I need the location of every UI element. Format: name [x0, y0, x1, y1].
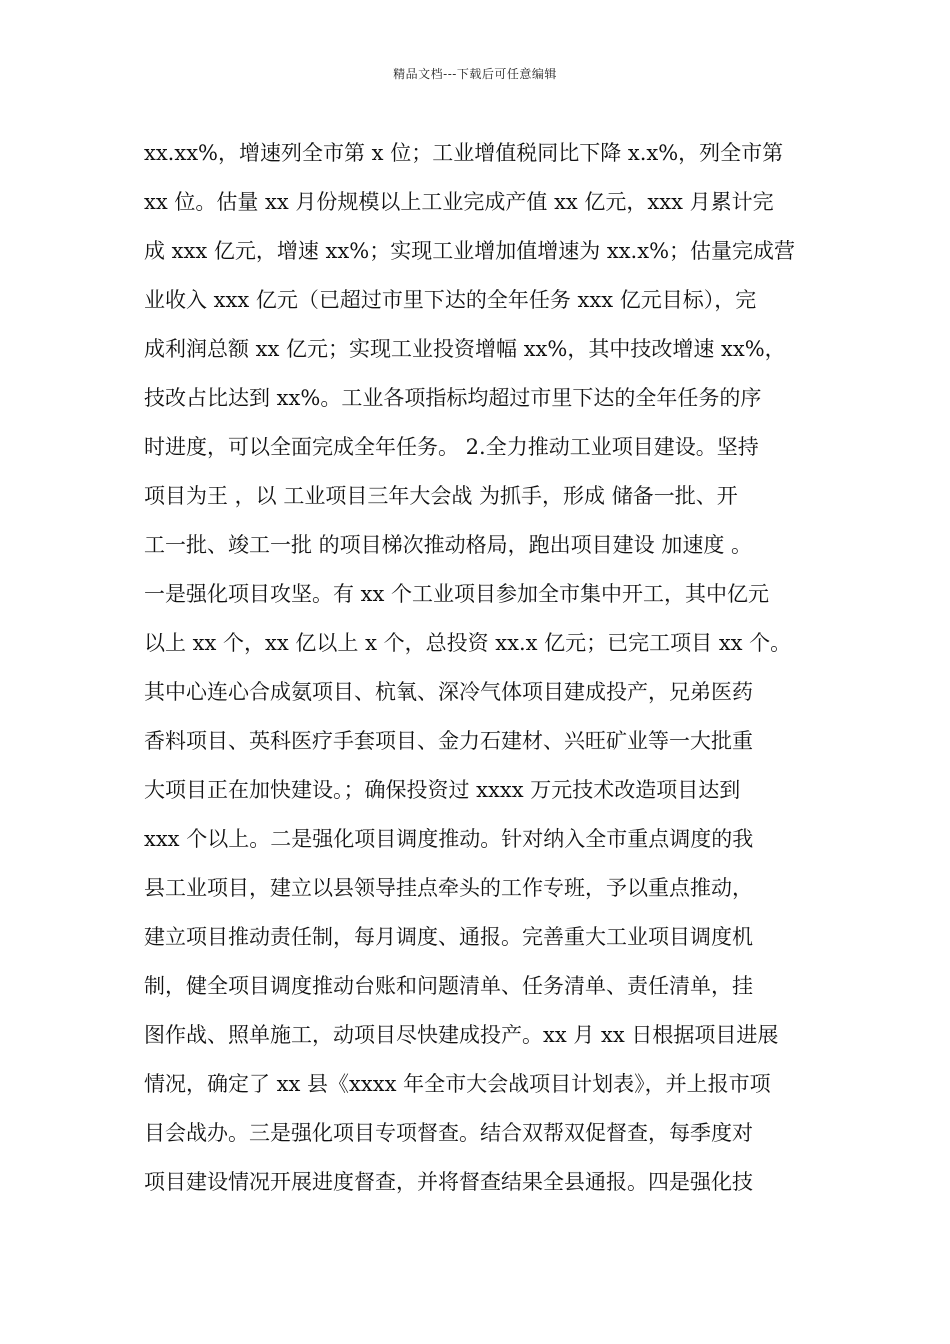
- text-line: 项目为王 ，以 工业项目三年大会战 为抓手，形成 储备一批、开: [144, 484, 738, 508]
- text-line: 以上 xx 个，xx 亿以上 x 个，总投资 xx.x 亿元；已完工项目 xx 个。: [144, 631, 792, 655]
- text-line: 情况，确定了 xx 县《xxxx 年全市大会战项目计划表》，并上报市项: [144, 1072, 771, 1096]
- text-line: 县工业项目，建立以县领导挂点牵头的工作专班，予以重点推动，: [144, 876, 753, 900]
- text-line: 技改占比达到 xx%。工业各项指标均超过市里下达的全年任务的序: [144, 386, 762, 410]
- text-line: xx.xx%，增速列全市第 x 位；工业增值税同比下降 x.x%，列全市第: [144, 141, 784, 165]
- text-line: 其中心连心合成氨项目、杭氧、深冷气体项目建成投产，兄弟医药: [144, 680, 753, 704]
- text-line: 大项目正在加快建设。；确保投资过 xxxx 万元技术改造项目达到: [144, 778, 741, 802]
- text-line: 成 xxx 亿元，增速 xx%；实现工业增加值增速为 xx.x%；估量完成营: [144, 239, 796, 263]
- text-line: 制，健全项目调度推动台账和问题清单、任务清单、责任清单，挂: [144, 974, 753, 998]
- text-line: 工一批、竣工一批 的项目梯次推动格局，跑出项目建设 加速度 。: [144, 533, 753, 557]
- text-line: 时进度，可以全面完成全年任务。 2.全力推动工业项目建设。坚持: [144, 435, 759, 459]
- text-line: 一是强化项目攻坚。有 xx 个工业项目参加全市集中开工，其中亿元: [144, 582, 770, 606]
- text-line: 建立项目推动责任制，每月调度、通报。完善重大工业项目调度机: [144, 925, 753, 949]
- text-line: 成利润总额 xx 亿元；实现工业投资增幅 xx%，其中技改增速 xx%，: [144, 337, 786, 361]
- text-line: xx 位。估量 xx 月份规模以上工业完成产值 xx 亿元，xxx 月累计完: [144, 190, 774, 214]
- page-header: 精品文档---下载后可任意编辑: [393, 67, 557, 81]
- text-line: xxx 个以上。二是强化项目调度推动。针对纳入全市重点调度的我: [144, 827, 754, 851]
- text-line: 业收入 xxx 亿元（已超过市里下达的全年任务 xxx 亿元目标），完: [144, 288, 757, 312]
- text-line: 香料项目、英科医疗手套项目、金力石建材、兴旺矿业等一大批重: [144, 729, 753, 753]
- text-line: 目会战办。三是强化项目专项督查。结合双帮双促督查，每季度对: [144, 1121, 753, 1145]
- body-text: [144, 136, 809, 1214]
- text-line: 图作战、照单施工，动项目尽快建成投产。xx 月 xx 日根据项目进展: [144, 1023, 779, 1047]
- text-line: 项目建设情况开展进度督查，并将督查结果全县通报。四是强化技: [144, 1170, 753, 1194]
